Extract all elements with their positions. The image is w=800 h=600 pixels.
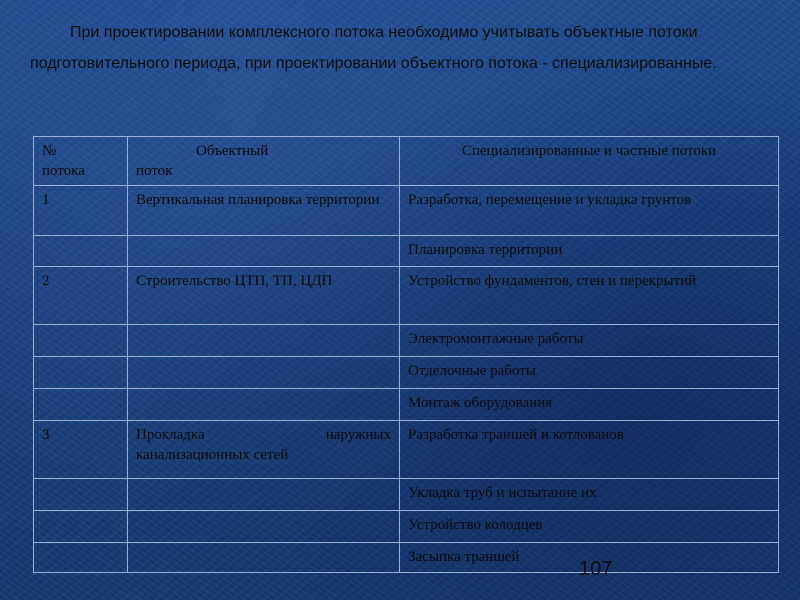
row-specialized-flow: Планировка территории	[400, 236, 779, 267]
row-object-flow	[128, 543, 400, 573]
header-num-line1: №	[42, 143, 57, 159]
row-specialized-flow: Монтаж оборудования	[400, 389, 779, 421]
row-number	[34, 543, 128, 573]
row-number	[34, 357, 128, 389]
row-specialized-flow: Устройство фундаментов, стен и перекрытий	[400, 267, 779, 325]
header-object-line1: Объектный	[196, 143, 269, 159]
header-flow-number	[34, 137, 128, 186]
row-object-flow	[128, 325, 400, 357]
table-row	[34, 389, 779, 421]
row-number	[34, 325, 128, 357]
row-number	[34, 389, 128, 421]
table-row	[34, 325, 779, 357]
header-specialized-flows: Специализированные и частные потоки	[400, 137, 779, 186]
row-object-flow: Вертикальная планировка территории	[128, 186, 400, 236]
page-number: 107	[579, 558, 613, 580]
table-row	[34, 543, 779, 573]
row-object-flow	[128, 479, 400, 511]
row-specialized-flow: Укладка труб и испытание их	[400, 479, 779, 511]
row-specialized-flow: Разработка траншей и котлованов	[400, 421, 779, 479]
row-number: 3	[34, 421, 128, 479]
header-object-flow	[128, 137, 400, 186]
row-specialized-flow: Устройство колодцев	[400, 511, 779, 543]
table-row	[34, 511, 779, 543]
row-object-flow: Строительство ЦТП, ТП, ЦДП	[128, 267, 400, 325]
header-object-line2: поток	[136, 163, 173, 179]
row-number: 2	[34, 267, 128, 325]
intro-paragraph: При проектировании комплексного потока необходимо учитывать объектные потоки подготовительного периода, при проектировании объектного потока - специализированные.	[30, 24, 717, 72]
row-number: 1	[34, 186, 128, 236]
table-row	[34, 479, 779, 511]
row-specialized-flow: Засыпка траншей	[400, 543, 779, 573]
flows-table	[33, 136, 779, 573]
row-object-flow	[128, 236, 400, 267]
row-object-flow	[128, 511, 400, 543]
table-row	[34, 236, 779, 267]
table-header-row	[34, 137, 779, 186]
table-row	[34, 267, 779, 325]
table-row	[34, 357, 779, 389]
table-row	[34, 421, 779, 479]
row-specialized-flow: Отделочные работы	[400, 357, 779, 389]
row-object-flow	[128, 357, 400, 389]
header-num-line2: потока	[42, 163, 85, 179]
row-number	[34, 236, 128, 267]
row-specialized-flow: Электромонтажные работы	[400, 325, 779, 357]
row-number	[34, 511, 128, 543]
row-specialized-flow: Разработка, перемещение и укладка грунтов	[400, 186, 779, 236]
table-row	[34, 186, 779, 236]
row-object-flow: Прокладка наружных канализационных сетей	[128, 421, 400, 479]
row-number	[34, 479, 128, 511]
row-object-flow	[128, 389, 400, 421]
